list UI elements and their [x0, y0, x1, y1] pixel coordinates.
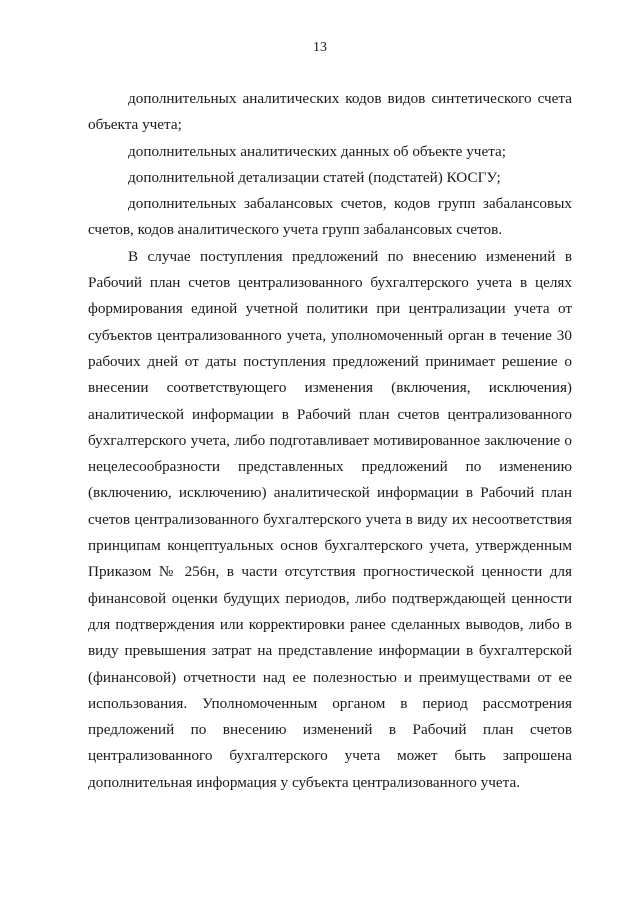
paragraph-kosgu-detail: дополнительной детализации статей (подстатей) КОСГУ; [128, 168, 501, 186]
document-body [88, 86, 572, 796]
paragraph-proposals-procedure: В случае поступления предложений по внесению изменений в Рабочий план счетов централизованного бухгалтерского учета в целях формирования единой учетной политики при централизации учета от субъектов централизованного учета, уполномоченный орган в течение 30 рабочих дней от даты поступления предложений принимает решение о внесении соответствующего изменения (включения, исключения) аналитической информации в Рабочий план счетов централизованного бухгалтерского учета, либо подготавливает мотивированное заключение о нецелесообразности представленных предложений по изменению (включению, исключению) аналитической информации в Рабочий план счетов централизованного бухгалтерского учета в виду их несоответствия принципам концептуальных основ бухгалтерского учета, утвержденным Приказом № 256н, в части отсутствия прогностической ценности для финансовой оценки будущих периодов, либо подтверждающей ценности для подтверждения или корректировки ранее сделанных выводов, либо в виду превышения затрат на представление информации в бухгалтерской (финансовой) отчетности над ее полезностью и преимуществами от ее использования. Уполномоченным органом в период рассмотрения предложений по внесению изменений в Рабочий план счетов централизованного бухгалтерского учета может быть запрошена дополнительная информация у субъекта централизованного учета. [88, 247, 572, 791]
paragraph-off-balance-accounts: дополнительных забалансовых счетов, кодов групп забалансовых счетов, кодов аналитического учета групп забалансовых счетов. [88, 195, 572, 239]
page-number: 13 [313, 40, 327, 55]
paragraph-analytic-codes: дополнительных аналитических кодов видов синтетического счета объекта учета; [88, 90, 572, 134]
paragraph-analytic-data: дополнительных аналитических данных об объекте учета; [128, 142, 506, 160]
